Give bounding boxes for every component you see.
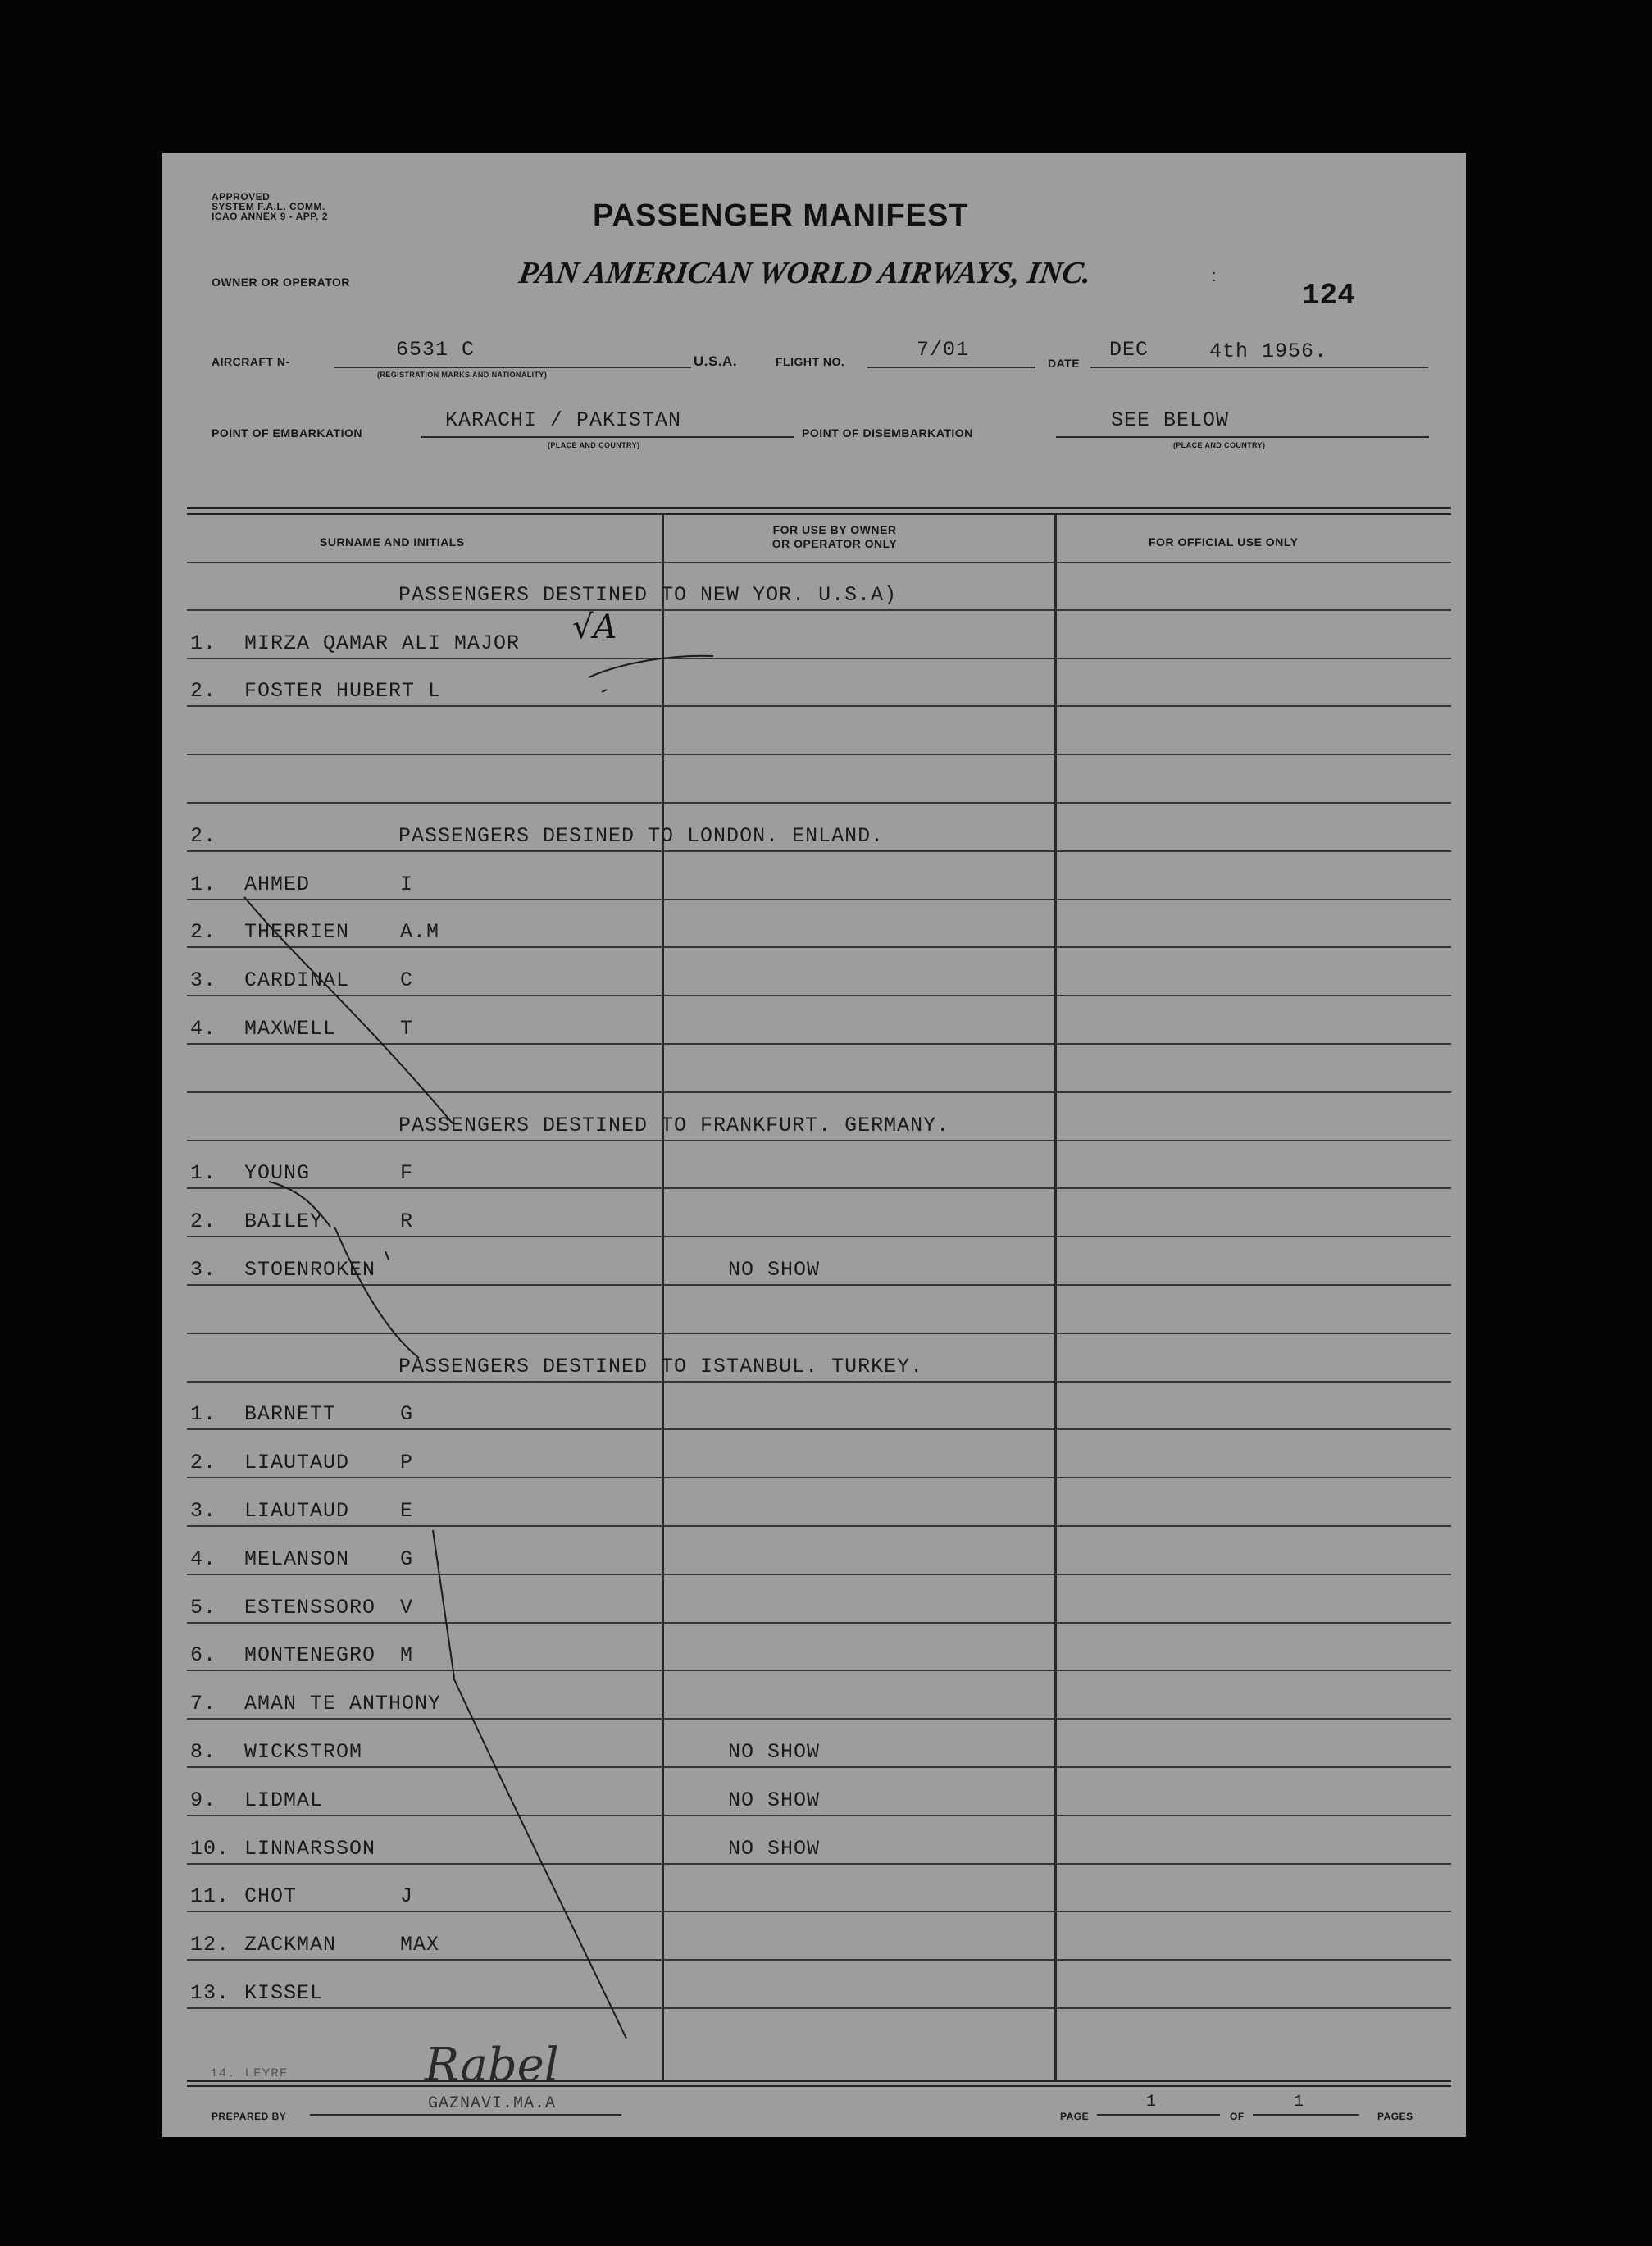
col-header-official: FOR OFFICIAL USE ONLY [1149, 535, 1299, 549]
section-heading: PASSENGERS DESINED TO LONDON. ENLAND. [398, 823, 885, 848]
passenger-name: BAILEY [244, 1210, 324, 1234]
pen-stroke-istanbul-top [433, 1530, 454, 1678]
page-label: PAGE [1060, 2111, 1090, 2122]
passenger-initials: G [400, 1402, 414, 1427]
aircraft-label: AIRCRAFT N- [212, 355, 290, 368]
passenger-initials: MAX [400, 1933, 440, 1957]
passenger-name: LIDMAL [244, 1788, 324, 1812]
row-number: 12. [190, 1933, 230, 1957]
owner-note: NO SHOW [728, 1788, 821, 1812]
approval-line-2: SYSTEM F.A.L. COMM. [212, 201, 325, 212]
pen-stroke-frankfurt-1 [269, 1182, 330, 1227]
owner-note: NO SHOW [728, 1257, 821, 1282]
approval-line-3: ICAO ANNEX 9 - APP. 2 [212, 211, 329, 222]
row-number: 1. [190, 631, 217, 655]
usa-label: U.S.A. [694, 353, 738, 369]
passenger-initials: V [400, 1595, 414, 1620]
row-number: 1. [190, 872, 217, 896]
date-label: DATE [1048, 357, 1081, 370]
row-14-partial: 14. LEYRE [210, 2066, 289, 2076]
section-heading: PASSENGERS DESTINED TO ISTANBUL. TURKEY. [398, 1354, 924, 1378]
prepared-label: PREPARED BY [212, 2111, 287, 2122]
aircraft-value: 6531 C [396, 338, 476, 362]
pen-tick-2 [385, 1251, 389, 1260]
of-label: OF [1230, 2111, 1245, 2122]
passenger-initials: C [400, 968, 414, 993]
operator-name: PAN AMERICAN WORLD AIRWAYS, INC. [517, 256, 1094, 290]
flight-value: 7/01 [917, 338, 970, 362]
date-month: DEC [1109, 338, 1149, 362]
row-number: 4. [190, 1547, 217, 1571]
page-underline [1097, 2114, 1220, 2116]
row-number: 10. [190, 1836, 230, 1861]
approval-line-1: APPROVED [212, 191, 271, 203]
check-mark: √A [572, 608, 617, 646]
passenger-name: FOSTER HUBERT L [244, 679, 442, 704]
col-header-surname: SURNAME AND INITIALS [320, 535, 465, 549]
row-number: 2. [190, 823, 217, 848]
passenger-initials: I [400, 872, 414, 896]
disembark-caption: (PLACE AND COUNTRY) [1173, 441, 1266, 449]
passenger-initials: J [400, 1884, 414, 1909]
pen-tick [602, 690, 607, 692]
table-bottom-rule [187, 2080, 1451, 2082]
row-number: 6. [190, 1643, 217, 1668]
passenger-name: MAXWELL [244, 1016, 337, 1041]
signature: Rabel [425, 2039, 559, 2092]
row-number: 3. [190, 1498, 217, 1523]
row-number: 2. [190, 1451, 217, 1475]
pages-label: PAGES [1377, 2111, 1413, 2122]
passenger-name: AMAN TE ANTHONY [244, 1692, 442, 1716]
manifest-sheet [162, 153, 1466, 2137]
pen-strokes [162, 153, 1466, 2137]
row-number: 13. [190, 1980, 230, 2005]
aircraft-caption: (REGISTRATION MARKS AND NATIONALITY) [377, 371, 548, 379]
row-number: 1. [190, 1402, 217, 1427]
passenger-name: MONTENEGRO [244, 1643, 376, 1668]
operator-label: OWNER OR OPERATOR [212, 276, 350, 289]
row-number: 5. [190, 1595, 217, 1620]
pen-stroke-istanbul [453, 1678, 626, 2039]
row-number: 9. [190, 1788, 217, 1812]
passenger-name: ZACKMAN [244, 1933, 337, 1957]
passenger-name: BARNETT [244, 1402, 337, 1427]
stamp-mark: : [1212, 267, 1217, 285]
col-header-owner-line2: OR OPERATOR ONLY [771, 537, 898, 550]
passenger-name: STOENROKEN [244, 1257, 376, 1282]
preparer-name: GAZNAVI.MA.A [428, 2094, 557, 2113]
passenger-name: CHOT [244, 1884, 298, 1909]
embark-caption: (PLACE AND COUNTRY) [548, 441, 640, 449]
passenger-initials: R [400, 1210, 414, 1234]
pen-stroke-london [244, 897, 453, 1123]
owner-note: NO SHOW [728, 1739, 821, 1764]
pen-stroke-frankfurt-2 [334, 1227, 419, 1358]
date-day: 4th 1956. [1209, 339, 1328, 363]
disembark-value: SEE BELOW [1111, 408, 1230, 432]
of-underline [1253, 2114, 1359, 2116]
of-value: 1 [1294, 2093, 1305, 2112]
passenger-initials: M [400, 1643, 414, 1668]
passenger-name: ESTENSSORO [244, 1595, 376, 1620]
pen-stroke-foster [589, 656, 713, 677]
passenger-name: KISSEL [244, 1980, 324, 2005]
prepared-underline [310, 2114, 621, 2116]
passenger-name: LINNARSSON [244, 1836, 376, 1861]
col-header-owner-line1: FOR USE BY OWNER [772, 523, 897, 536]
passenger-initials: A.M [400, 920, 440, 945]
row-number: 2. [190, 1210, 217, 1234]
row-number: 2. [190, 679, 217, 704]
passenger-initials: T [400, 1016, 414, 1041]
section-heading: PASSENGERS DESTINED TO NEW YOR. U.S.A) [398, 582, 898, 607]
passenger-name: MELANSON [244, 1547, 350, 1571]
passenger-name: WICKSTROM [244, 1739, 363, 1764]
row-number: 3. [190, 968, 217, 993]
passenger-name: YOUNG [244, 1161, 311, 1186]
table-bottom-rule-2 [187, 2085, 1451, 2087]
page-title: PASSENGER MANIFEST [593, 198, 969, 233]
passenger-name: THERRIEN [244, 920, 350, 945]
row-number: 1. [190, 1161, 217, 1186]
embark-value: KARACHI / PAKISTAN [445, 408, 682, 432]
page-value: 1 [1146, 2093, 1158, 2112]
embark-label: POINT OF EMBARKATION [212, 426, 362, 440]
passenger-initials: P [400, 1451, 414, 1475]
passenger-initials: F [400, 1161, 414, 1186]
passenger-name: MIRZA QAMAR ALI MAJOR [244, 631, 521, 655]
row-number: 4. [190, 1016, 217, 1041]
passenger-name: CARDINAL [244, 968, 350, 993]
flight-label: FLIGHT NO. [776, 355, 845, 368]
owner-note: NO SHOW [728, 1836, 821, 1861]
passenger-initials: G [400, 1547, 414, 1571]
passenger-initials: E [400, 1498, 414, 1523]
passenger-name: AHMED [244, 872, 311, 896]
row-number: 8. [190, 1739, 217, 1764]
passenger-name: LIAUTAUD [244, 1451, 350, 1475]
page-number: 124 [1302, 279, 1355, 312]
passenger-name: LIAUTAUD [244, 1498, 350, 1523]
row-number: 11. [190, 1884, 230, 1909]
row-number: 3. [190, 1257, 217, 1282]
section-heading: PASSENGERS DESTINED TO FRANKFURT. GERMANY. [398, 1113, 950, 1137]
disembark-label: POINT OF DISEMBARKATION [802, 426, 973, 440]
row-number: 7. [190, 1692, 217, 1716]
row-number: 2. [190, 920, 217, 945]
